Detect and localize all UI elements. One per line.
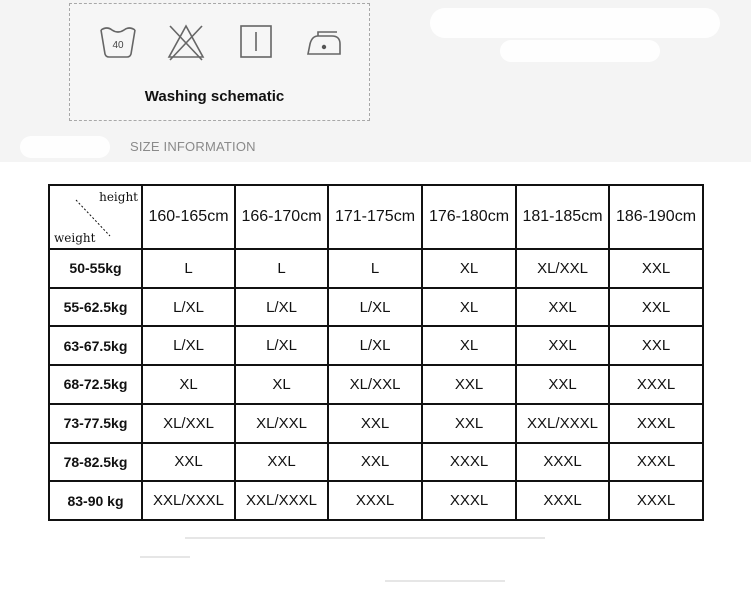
size-cell: XXL (235, 443, 328, 482)
table-row (49, 288, 703, 327)
weight-cell: 68-72.5kg (49, 365, 142, 404)
size-cell: XL (422, 249, 516, 288)
washing-schematic-title: Washing schematic (144, 88, 285, 105)
column-header: 186-190cm (609, 185, 703, 249)
size-cell: XXL (328, 443, 422, 482)
size-cell: XXXL (609, 404, 703, 443)
size-cell: L/XL (142, 288, 235, 327)
size-chart-table (48, 184, 704, 521)
size-cell: XL/XXL (142, 404, 235, 443)
table-row (49, 481, 703, 520)
corner-cell (49, 185, 142, 249)
size-cell: XXXL (516, 443, 609, 482)
size-cell: XXL (516, 365, 609, 404)
corner-height-label: height (99, 190, 138, 204)
column-header: 166-170cm (235, 185, 328, 249)
weight-cell: 83-90 kg (49, 481, 142, 520)
wash-40-icon (98, 22, 138, 62)
washing-schematic-panel (69, 3, 370, 121)
size-cell: L/XL (142, 326, 235, 365)
weight-cell: 78-82.5kg (49, 443, 142, 482)
size-cell: XXL (516, 288, 609, 327)
size-cell: XXXL (328, 481, 422, 520)
size-cell: XL (422, 326, 516, 365)
size-cell: L (142, 249, 235, 288)
size-cell: XXXL (516, 481, 609, 520)
column-header: 181-185cm (516, 185, 609, 249)
size-cell: XXXL (609, 443, 703, 482)
faint-divider (185, 537, 545, 539)
size-cell: XXL (609, 288, 703, 327)
size-cell: XXXL (609, 365, 703, 404)
faint-divider (385, 580, 505, 582)
iron-low-icon (304, 22, 344, 62)
size-cell: XXL (142, 443, 235, 482)
size-cell: XXL (516, 326, 609, 365)
size-cell: XXL (609, 249, 703, 288)
size-cell: XL (422, 288, 516, 327)
size-cell: L (328, 249, 422, 288)
size-cell: XL/XXL (235, 404, 328, 443)
size-information-label: SIZE INFORMATION (130, 139, 256, 154)
size-cell: L (235, 249, 328, 288)
column-header: 160-165cm (142, 185, 235, 249)
wash-temperature: 40 (112, 40, 124, 51)
weight-cell: 73-77.5kg (49, 404, 142, 443)
size-cell: L/XL (328, 326, 422, 365)
size-cell: XXL/XXXL (235, 481, 328, 520)
size-cell: XL (142, 365, 235, 404)
size-cell: XL/XXL (328, 365, 422, 404)
background-smudge (430, 8, 720, 38)
column-header: 176-180cm (422, 185, 516, 249)
size-cell: L/XL (235, 326, 328, 365)
size-cell: XXXL (609, 481, 703, 520)
size-cell: XXL (609, 326, 703, 365)
table-row (49, 443, 703, 482)
faint-divider (140, 556, 190, 558)
background-smudge (20, 136, 110, 158)
size-cell: XXL/XXXL (142, 481, 235, 520)
weight-cell: 50-55kg (49, 249, 142, 288)
corner-weight-label: weight (54, 231, 96, 245)
size-cell: L/XL (235, 288, 328, 327)
weight-cell: 55-62.5kg (49, 288, 142, 327)
size-cell: XXL (422, 404, 516, 443)
size-cell: XXXL (422, 481, 516, 520)
size-cell: XL (235, 365, 328, 404)
size-cell: L/XL (328, 288, 422, 327)
size-cell: XXL (328, 404, 422, 443)
care-icons (94, 22, 354, 68)
size-cell: XXL/XXXL (516, 404, 609, 443)
background-smudge (500, 40, 660, 62)
weight-cell: 63-67.5kg (49, 326, 142, 365)
header-row (49, 185, 703, 249)
size-cell: XXL (422, 365, 516, 404)
size-cell: XXXL (422, 443, 516, 482)
table-row (49, 404, 703, 443)
size-cell: XL/XXL (516, 249, 609, 288)
do-not-bleach-icon (166, 22, 206, 62)
table-row (49, 249, 703, 288)
table-row (49, 365, 703, 404)
line-dry-icon (236, 22, 276, 62)
column-header: 171-175cm (328, 185, 422, 249)
table-row (49, 326, 703, 365)
